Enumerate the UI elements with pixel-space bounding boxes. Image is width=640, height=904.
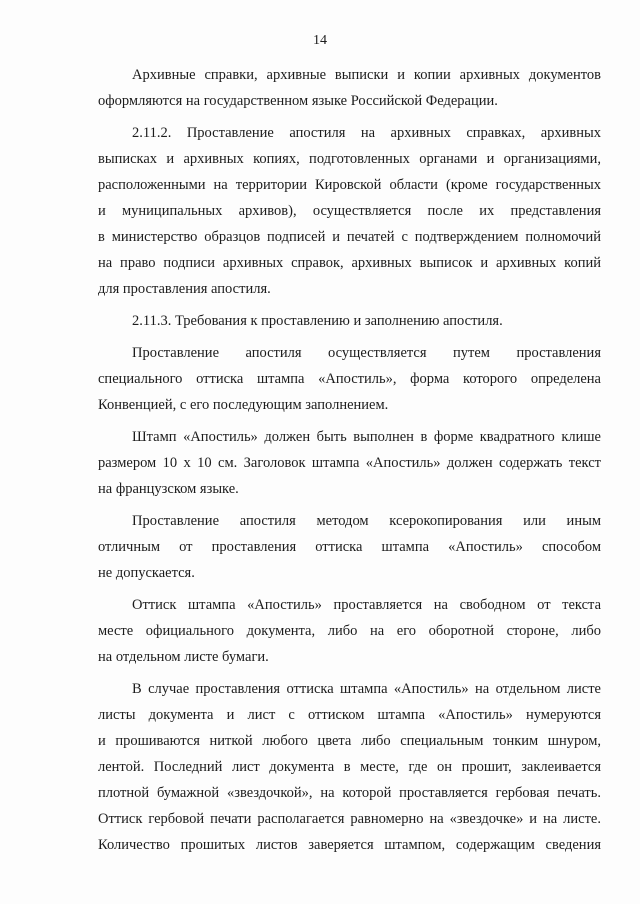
text-line: Проставление апостиля осуществляется путем проставления [132,345,601,361]
document-body [98,62,601,858]
text-line: оформляются на государственном языке Российской Федерации. [98,93,498,109]
paragraph [98,508,601,586]
text-line: Количество прошитых листов заверяется штампом, содержащим сведения [98,837,601,853]
text-line: 2.11.3. Требования к проставлению и заполнению апостиля. [132,313,503,329]
text-line: в министерство образцов подписей и печатей с подтверждением полномочий [98,229,601,245]
text-line: и муниципальных архивов), осуществляется после их представления [98,203,601,219]
text-line: месте официального документа, либо на его оборотной стороне, либо [98,623,601,639]
paragraph [98,308,601,334]
text-line: 2.11.2. Проставление апостиля на архивных справках, архивных [132,125,601,141]
text-line: Проставление апостиля методом ксерокопирования или иным [132,513,601,529]
text-line: Штамп «Апостиль» должен быть выполнен в форме квадратного клише [132,429,601,445]
paragraph [98,62,601,114]
text-line: и прошиваются ниткой любого цвета либо специальным тонким шнуром, [98,733,601,749]
text-line: отличным от проставления оттиска штампа «Апостиль» способом [98,539,601,555]
text-line: выписках и архивных копиях, подготовленных органами и организациями, [98,151,601,167]
text-line: не допускается. [98,565,195,581]
text-line: В случае проставления оттиска штампа «Апостиль» на отдельном листе [132,681,601,697]
page-number: 14 [313,33,327,48]
text-line: Конвенцией, с его последующим заполнением. [98,397,389,413]
paragraph [98,592,601,670]
paragraph [98,120,601,302]
paragraph [98,340,601,418]
text-line: плотной бумажной «звездочкой», на которой проставляется гербовая печать. [98,785,601,801]
text-line: на французском языке. [98,481,239,497]
text-line: листы документа и лист с оттиском штампа «Апостиль» нумеруются [98,707,601,723]
text-line: на отдельном листе бумаги. [98,649,269,665]
paragraph [98,676,601,858]
text-line: Оттиск гербовой печати располагается равномерно на «звездочке» и на листе. [98,811,601,827]
text-line: Оттиск штампа «Апостиль» проставляется на свободном от текста [132,597,601,613]
text-line: лентой. Последний лист документа в месте, где он прошит, заклеивается [98,759,601,775]
text-line: специального оттиска штампа «Апостиль», форма которого определена [98,371,601,387]
text-line: для проставления апостиля. [98,281,271,297]
text-line: размером 10 х 10 см. Заголовок штампа «Апостиль» должен содержать текст [98,455,601,471]
text-line: на право подписи архивных справок, архивных выписок и архивных копий [98,255,601,271]
text-line: расположенными на территории Кировской области (кроме государственных [98,177,601,193]
text-line: Архивные справки, архивные выписки и копии архивных документов [132,67,601,83]
paragraph [98,424,601,502]
